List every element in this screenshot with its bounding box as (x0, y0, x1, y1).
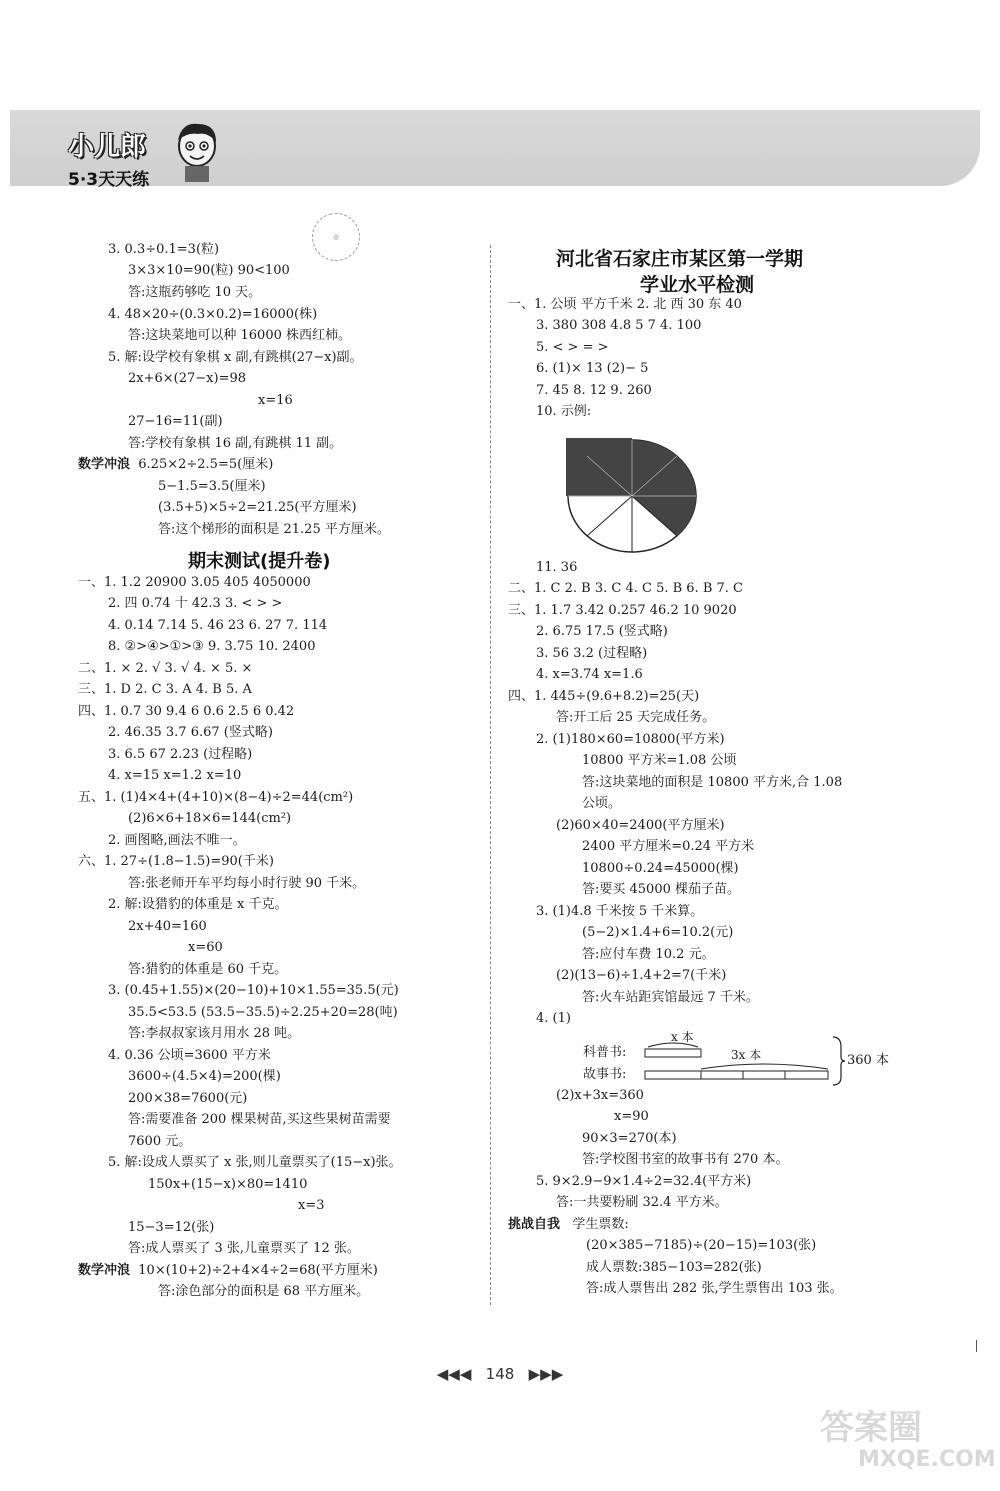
section-label: 挑战自我 (508, 1217, 561, 1232)
answer-line: 2. 画图略,画法不唯一。 (108, 833, 246, 848)
answer-line: 答:张老师开车平均每小时行驶 90 千米。 (128, 876, 366, 891)
answer-text: 10×(10+2)÷2+4×4÷2=68(平方厘米) (138, 1263, 378, 1278)
answer-line: 2x+40=160 (128, 919, 207, 934)
answer-line: 2. 6.75 17.5 (竖式略) (536, 624, 668, 639)
answer-line: 答:这块菜地的面积是 10800 平方米,合 1.08 (582, 775, 843, 790)
answer-line: (2)(13−6)÷1.4+2=7(千米) (556, 968, 727, 983)
answer-line: 答:要买 45000 棵茄子苗。 (582, 882, 740, 897)
answer-line: 3. (0.45+1.55)×(20−10)+10×1.55=35.5(元) (108, 983, 399, 998)
answer-line: 10800÷0.24=45000(棵) (582, 861, 739, 876)
answer-line: 90×3=270(本) (582, 1131, 677, 1146)
answer-line: 答:这块菜地可以种 16000 株西红柿。 (128, 328, 351, 343)
column-divider (490, 245, 491, 1305)
answer-line: 答:李叔叔家该月用水 28 吨。 (128, 1026, 301, 1041)
answer-line (78, 1263, 378, 1279)
answer-line: 5. 解:设学校有象棋 x 副,有跳棋(27−x)副。 (108, 350, 363, 365)
answer-line: (20×385−7185)÷(20−15)=103(张) (586, 1238, 817, 1253)
segment-label: 3x 本 (731, 1048, 762, 1062)
answer-text: 学生票数: (572, 1217, 629, 1232)
segment-label: 科普书: (583, 1045, 627, 1060)
answer-line: 公顷。 (582, 796, 622, 811)
answer-line: 2x+6×(27−x)=98 (128, 371, 247, 386)
answer-line: 7. 45 8. 12 9. 260 (536, 383, 652, 398)
section-title: 学业水平检测 (640, 274, 755, 296)
answer-line: 35.5<53.5 (53.5−35.5)÷2.25+20=28(吨) (128, 1005, 398, 1020)
watermark-url: MXQE.COM (858, 1447, 996, 1472)
answer-line: 6. (1)× 13 (2)− 5 (536, 361, 649, 376)
answer-line: 5−1.5=3.5(厘米) (158, 479, 266, 494)
segment-label: 故事书: (583, 1067, 627, 1082)
answer-line (508, 1217, 629, 1233)
section-label: 数学冲浪 (78, 1263, 131, 1278)
answer-line: 2. (1)180×60=10800(平方米) (536, 732, 725, 747)
answer-line: 200×38=7600(元) (128, 1091, 248, 1106)
answer-line: 答:这瓶药够吃 10 天。 (128, 285, 262, 300)
answer-line: 答:成人票售出 282 张,学生票售出 103 张。 (586, 1281, 843, 1296)
answer-line: 3. 56 3.2 (过程略) (536, 646, 648, 661)
section-title: 期末测试(提升卷) (188, 551, 331, 572)
section-label: 数学冲浪 (78, 457, 131, 472)
answer-line: 答:成人票买了 3 张,儿童票买了 12 张。 (128, 1241, 360, 1256)
answer-line: 2. 四 0.74 十 42.3 3. < > > (108, 596, 283, 611)
answer-line: 答:火车站距宾馆最远 7 千米。 (582, 990, 759, 1005)
answer-line: 三、1. D 2. C 3. A 4. B 5. A (78, 682, 252, 697)
margin-mark (976, 1340, 977, 1352)
answer-line: 答:应付车费 10.2 元。 (582, 947, 715, 962)
answer-line: 3600÷(4.5×4)=200(棵) (128, 1069, 281, 1084)
answer-line: 4. x=3.74 x=1.6 (536, 667, 643, 682)
stamp-mark: ◎ (307, 208, 366, 267)
answer-line: 3×3×10=90(粒) 90<100 (128, 263, 290, 278)
answer-line: 8. ②>④>①>③ 9. 3.75 10. 2400 (108, 639, 316, 654)
answer-line: 5. 解:设成人票买了 x 张,则儿童票买了(15−x)张。 (108, 1155, 402, 1170)
answer-line: 5. < > = > (536, 340, 609, 355)
answer-line: 四、1. 0.7 30 9.4 6 0.6 2.5 6 0.42 (78, 704, 295, 719)
answer-line: 7600 元。 (128, 1134, 192, 1149)
answer-line: 3. 380 308 4.8 5 7 4. 100 (536, 318, 702, 333)
answer-line: 一、1. 公顷 平方千米 2. 北 西 30 东 40 (508, 297, 742, 312)
answer-line (78, 457, 273, 473)
answer-line: 150x+(15−x)×80=1410 (148, 1177, 308, 1192)
answer-line: (5−2)×1.4+6=10.2(元) (582, 925, 734, 940)
answer-line: 15−3=12(张) (128, 1220, 215, 1235)
answer-line: 4. x=15 x=1.2 x=10 (108, 768, 242, 783)
answer-line: 四、1. 445÷(9.6+8.2)=25(天) (508, 689, 700, 704)
watermark-logo: 答案圈 (820, 1408, 922, 1448)
answer-line: 4. 48×20÷(0.3×0.2)=16000(株) (108, 307, 318, 322)
answer-line: x=3 (298, 1198, 325, 1213)
answer-line: 2. 解:设猎豹的体重是 x 千克。 (108, 897, 288, 912)
answer-line: (2)6×6+18×6=144(cm²) (128, 811, 292, 826)
answer-line: 三、1. 1.7 3.42 0.257 46.2 10 9020 (508, 603, 737, 618)
answer-line: 2. 46.35 3.7 6.67 (竖式略) (108, 725, 273, 740)
answer-line: 2400 平方厘米=0.24 平方米 (582, 839, 755, 854)
answer-line: 4. 0.14 7.14 5. 46 23 6. 27 7. 114 (108, 618, 328, 633)
answer-line: 3. 0.3÷0.1=3(粒) (108, 242, 220, 257)
answer-line: 4. (1) (536, 1011, 571, 1026)
answer-line: 答:开工后 25 天完成任务。 (556, 710, 716, 725)
answer-line: 二、1. C 2. B 3. C 4. C 5. B 6. B 7. C (508, 581, 743, 596)
page-footer (0, 1365, 1000, 1383)
logo-subtitle: 5·3天天练 (68, 170, 150, 190)
answer-line: 答:学校图书室的故事书有 270 本。 (582, 1152, 789, 1167)
logo-title: 小儿郎 (68, 132, 147, 162)
page-number: 148 (485, 1365, 515, 1383)
answer-text: 6.25×2÷2.5=5(厘米) (138, 457, 274, 472)
answer-line: 答:需要准备 200 棵果树苗,买这些果树苗需要 (128, 1112, 391, 1127)
segment-label: x 本 (671, 1030, 694, 1044)
answer-line: 27−16=11(副) (128, 414, 223, 429)
answer-line: 六、1. 27÷(1.8−1.5)=90(千米) (78, 854, 274, 869)
next-arrows-icon: ▶▶▶ (528, 1365, 564, 1383)
segment-label: 360 本 (847, 1053, 889, 1068)
answer-line: x=60 (188, 940, 223, 955)
section-title: 河北省石家庄市某区第一学期 (556, 248, 804, 270)
mascot-icon (168, 120, 226, 182)
answer-line: 答:学校有象棋 16 副,有跳棋 11 副。 (128, 436, 343, 451)
answer-line: 5. 9×2.9−9×1.4÷2=32.4(平方米) (536, 1174, 752, 1189)
answer-line: 3. (1)4.8 千米按 5 千米算。 (536, 904, 704, 919)
answer-line: (2)60×40=2400(平方厘米) (556, 818, 725, 833)
answer-line: (3.5+5)×5÷2=21.25(平方厘米) (158, 500, 357, 515)
answer-line: 成人票数:385−103=282(张) (586, 1260, 762, 1275)
line-segment-diagram (583, 1030, 903, 1087)
pie-figure (566, 438, 698, 554)
header-banner (10, 110, 980, 186)
answer-line: 五、1. (1)4×4+(4+10)×(8−4)÷2=44(cm²) (78, 790, 354, 805)
answer-line: 答:一共要粉刷 32.4 平方米。 (556, 1195, 728, 1210)
answer-line: 二、1. × 2. √ 3. √ 4. × 5. × (78, 661, 253, 676)
answer-line: 11. 36 (536, 560, 578, 575)
answer-line: x=90 (614, 1109, 649, 1124)
answer-line: 答:这个梯形的面积是 21.25 平方厘米。 (158, 522, 390, 537)
answer-line: 4. 0.36 公顷=3600 平方米 (108, 1048, 271, 1063)
answer-line: 10. 示例: (536, 404, 592, 419)
answer-line: 答:猎豹的体重是 60 千克。 (128, 962, 288, 977)
prev-arrows-icon: ◀◀◀ (436, 1365, 472, 1383)
answer-line: 10800 平方米=1.08 公顷 (582, 753, 737, 768)
answer-line: 答:涂色部分的面积是 68 平方厘米。 (158, 1284, 370, 1299)
answer-line: 一、1. 1.2 20900 3.05 405 4050000 (78, 575, 311, 590)
brand-logo (68, 126, 149, 190)
answer-line: (2)x+3x=360 (556, 1088, 644, 1103)
answer-line: 3. 6.5 67 2.23 (过程略) (108, 747, 253, 762)
answer-line: x=16 (258, 393, 293, 408)
